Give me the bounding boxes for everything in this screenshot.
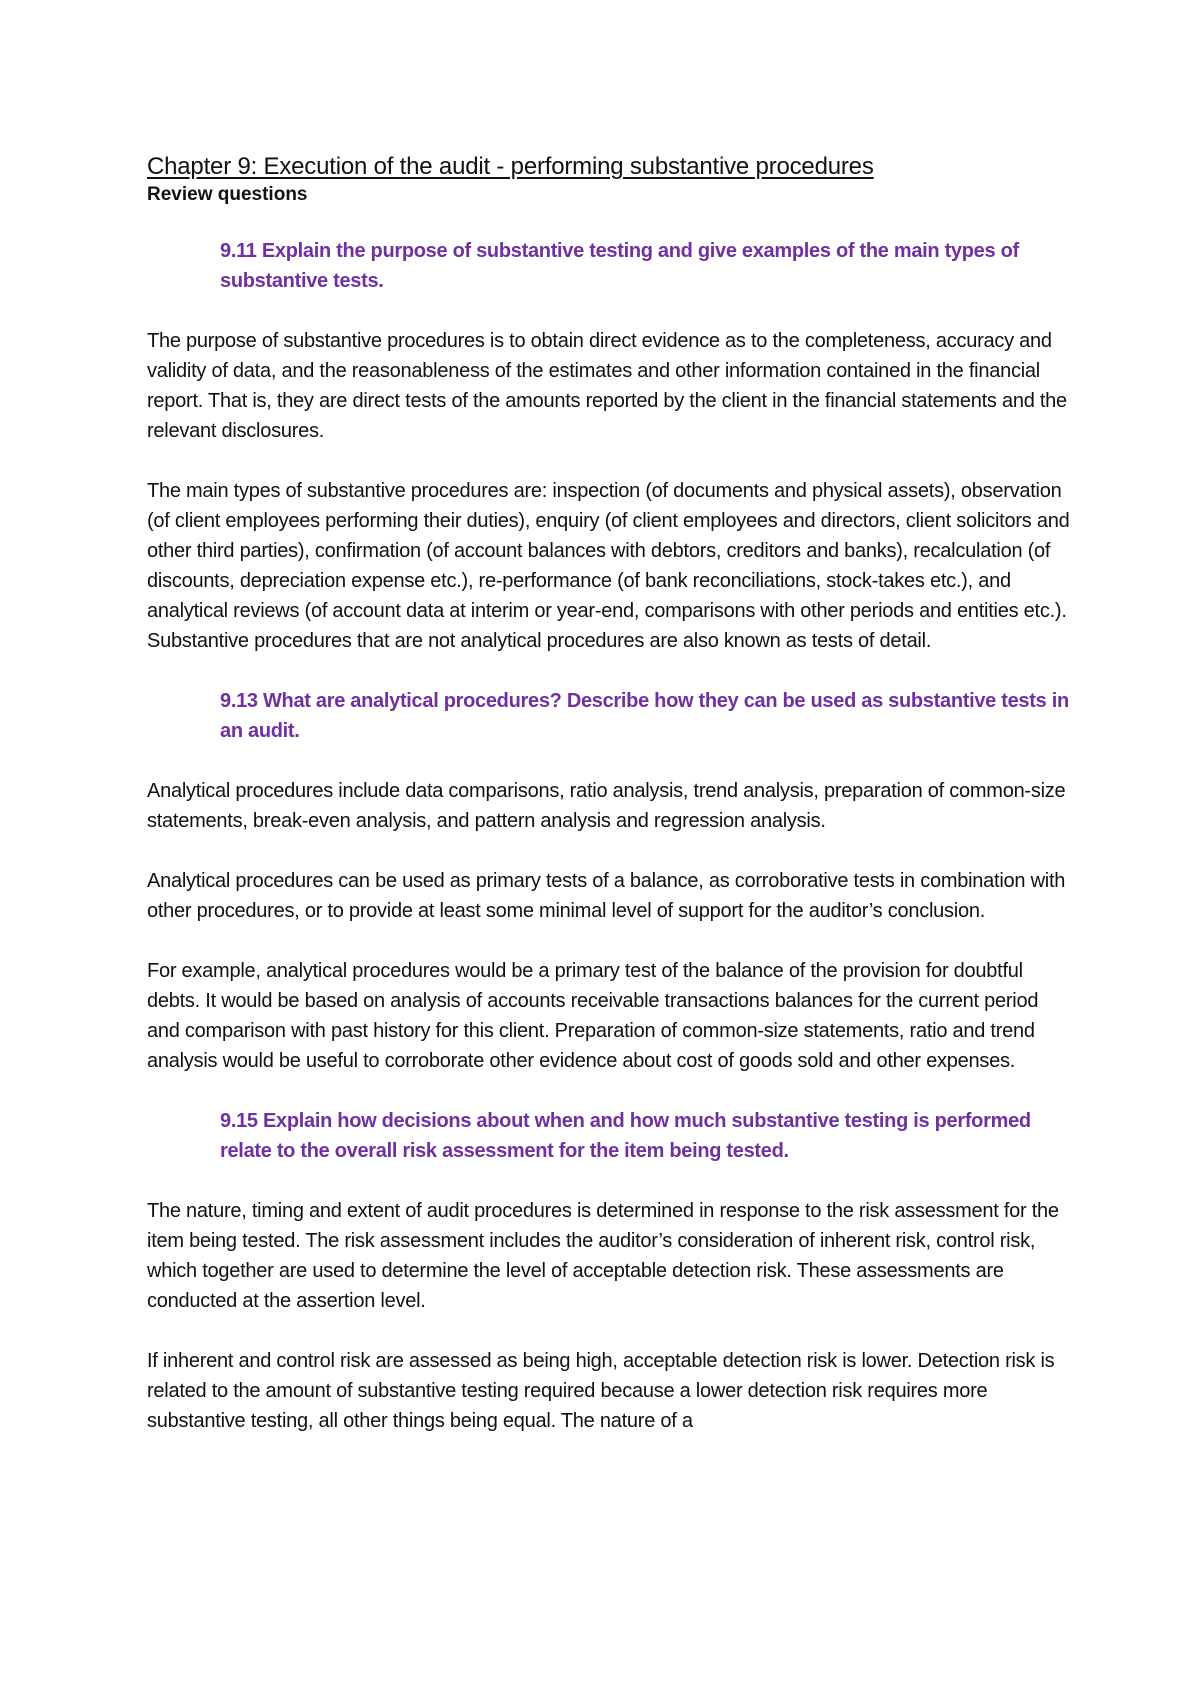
answer-paragraph: The main types of substantive procedures are: inspection (of documents and physical assets), observation (of client employees performing their duties), enquiry (of client employees and directors, client solicitors and other third parties), confirmation (of account balances with debtors, creditors and banks), recalculation (of discounts, depreciation expense etc.), re-performance (of bank reconciliations, stock-takes etc.), and analytical reviews (of account data at interim or year-end, comparisons with other periods and entities etc.). Substantive procedures that are not analytical procedures are also known as tests of detail. (147, 480, 1070, 652)
answer-paragraph: Analytical procedures include data comparisons, ratio analysis, trend analysis, preparation of common-size statements, break-even analysis, and pattern analysis and regression analysis. (147, 780, 1066, 832)
answer-paragraph: For example, analytical procedures would be a primary test of the balance of the provision for doubtful debts. It would be based on analysis of accounts receivable transactions balances for the current period and comparison with past history for this client. Preparation of common-size statements, ratio and trend analysis would be useful to corroborate other evidence about cost of goods sold and other expenses. (147, 960, 1039, 1072)
answer-paragraph: If inherent and control risk are assessed as being high, acceptable detection risk is lower. Detection risk is related to the amount of substantive testing required because a lower detection risk requires more substantive testing, all other things being equal. The nature of a (147, 1350, 1055, 1432)
answer-paragraph: The nature, timing and extent of audit procedures is determined in response to the risk assessment for the item being tested. The risk assessment includes the auditor’s consideration of inherent risk, control risk, which together are used to determine the level of acceptable detection risk. These assessments are conducted at the assertion level. (147, 1200, 1059, 1312)
question-9-11: 9.11 Explain the purpose of substantive testing and give examples of the main types of substantive tests. (220, 240, 1019, 292)
question-9-15: 9.15 Explain how decisions about when and how much substantive testing is performed relate to the overall risk assessment for the item being tested. (220, 1110, 1031, 1162)
section-subtitle: Review questions (147, 184, 308, 205)
chapter-title: Chapter 9: Execution of the audit - performing substantive procedures (147, 153, 874, 180)
question-9-13: 9.13 What are analytical procedures? Describe how they can be used as substantive tests in an audit. (220, 690, 1069, 742)
answer-paragraph: The purpose of substantive procedures is to obtain direct evidence as to the completeness, accuracy and validity of data, and the reasonableness of the estimates and other information contained in the financial report. That is, they are direct tests of the amounts reported by the client in the financial statements and the relevant disclosures. (147, 330, 1067, 442)
answer-paragraph: Analytical procedures can be used as primary tests of a balance, as corroborative tests in combination with other procedures, or to provide at least some minimal level of support for the auditor’s conclusion. (147, 870, 1066, 922)
document-page (147, 152, 1072, 1436)
